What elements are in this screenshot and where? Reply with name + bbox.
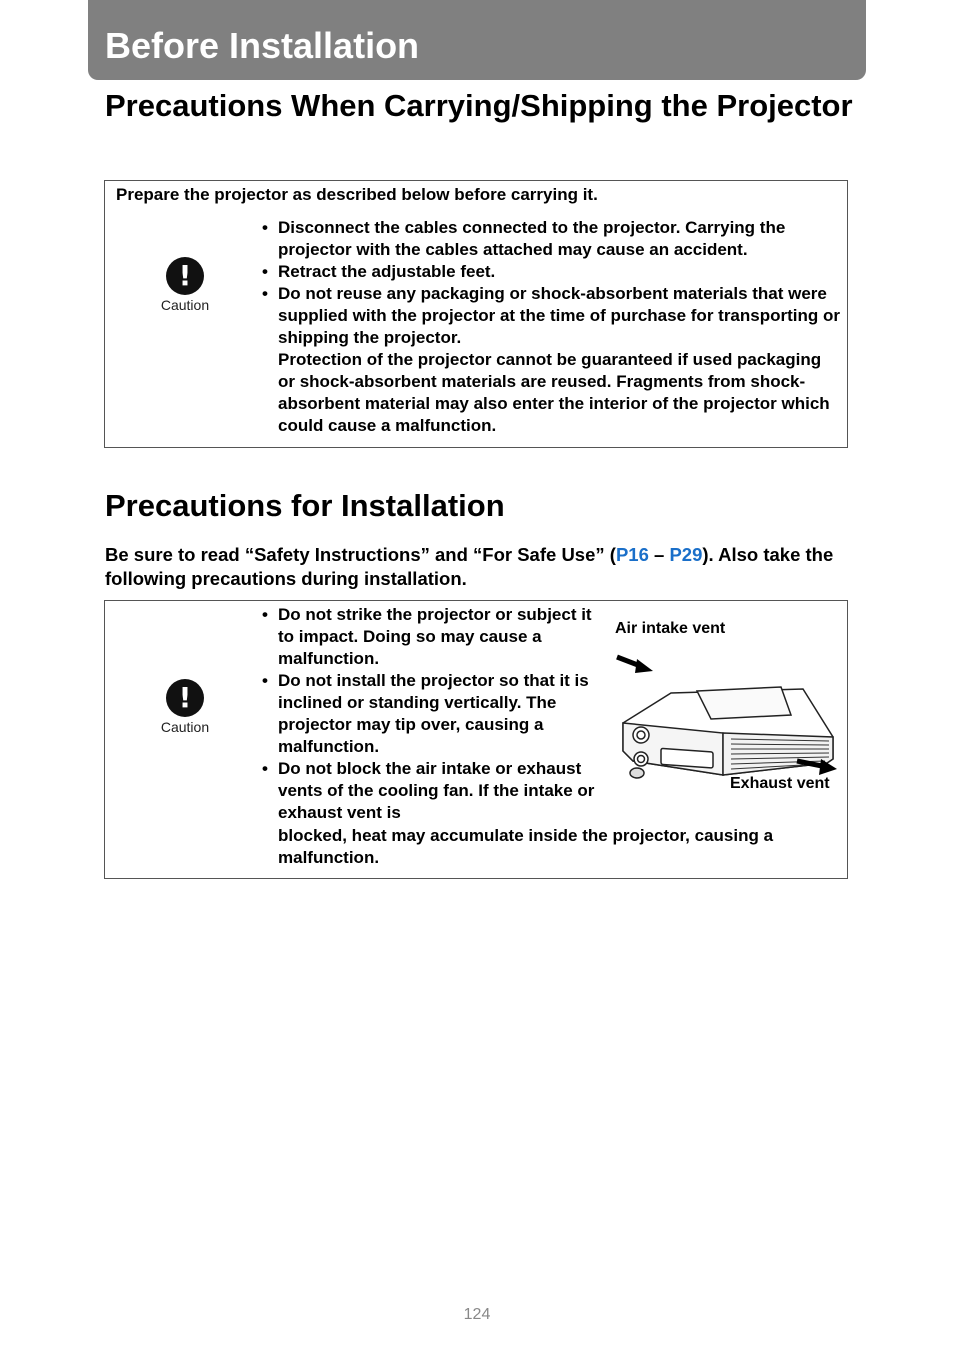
precaution-list	[262, 604, 596, 824]
precaution-list	[262, 217, 840, 437]
page-number: 124	[463, 1306, 491, 1323]
intro-dash: –	[648, 544, 670, 565]
caution-badge	[155, 257, 215, 313]
list-item: • Disconnect the cables connected to the projector. Carrying the projector with the cables attached may cause an accident.	[262, 217, 840, 261]
caution-badge	[155, 679, 215, 735]
list-item	[262, 283, 840, 437]
caution-label: Caution	[160, 719, 210, 735]
installation-intro	[105, 543, 845, 591]
intake-arrow-icon	[617, 657, 653, 673]
page-link-p16[interactable]: P16	[615, 544, 649, 565]
caution-box-carrying	[104, 180, 848, 448]
box-intro: Prepare the projector as described below before carrying it.	[116, 185, 598, 204]
caution-box-installation	[104, 600, 848, 879]
section-title-installation: Precautions for Installation	[105, 488, 505, 523]
intro-text: Be sure to read “Safety Instructions” and “For Safe Use” (	[105, 544, 616, 565]
intro-text-end: ). Also take the following precautions during installation.	[105, 544, 834, 589]
list-item-continuation: Protection of the projector cannot be guaranteed if used packaging or shock-absorbent materials are reused. Fragments from shock-absorbent material may also enter the interior of the projector which could cause a malfunction.	[278, 350, 830, 435]
exclamation-icon: !	[166, 679, 204, 717]
list-item-continuation: blocked, heat may accumulate inside the projector, causing a malfunction.	[278, 826, 774, 867]
list-item-text: • Do not reuse any packaging or shock-absorbent materials that were supplied with the projector at the time of purchase for transporting or shipping the projector.	[278, 284, 840, 347]
exclamation-icon: !	[166, 257, 204, 295]
list-item: • Do not block the air intake or exhaust vents of the cooling fan. If the intake or exhaust vent is	[262, 758, 596, 824]
header-bar	[88, 0, 866, 80]
caution-label: Caution	[160, 297, 210, 313]
list-item: • Do not install the projector so that it is inclined or standing vertically. The projector may tip over, causing a malfunction.	[262, 670, 596, 758]
section-title-carrying: Precautions When Carrying/Shipping the Projector	[105, 88, 853, 123]
list-item: • Retract the adjustable feet.	[262, 261, 840, 283]
list-item: • Do not strike the projector or subject it to impact. Doing so may cause a malfunction.	[262, 604, 596, 670]
page-link-p29[interactable]: P29	[669, 544, 703, 565]
projector-illustration	[613, 641, 845, 801]
exhaust-label: Exhaust vent	[730, 775, 830, 792]
air-intake-label: Air intake vent	[615, 620, 726, 637]
chapter-title: Before Installation	[105, 25, 420, 66]
